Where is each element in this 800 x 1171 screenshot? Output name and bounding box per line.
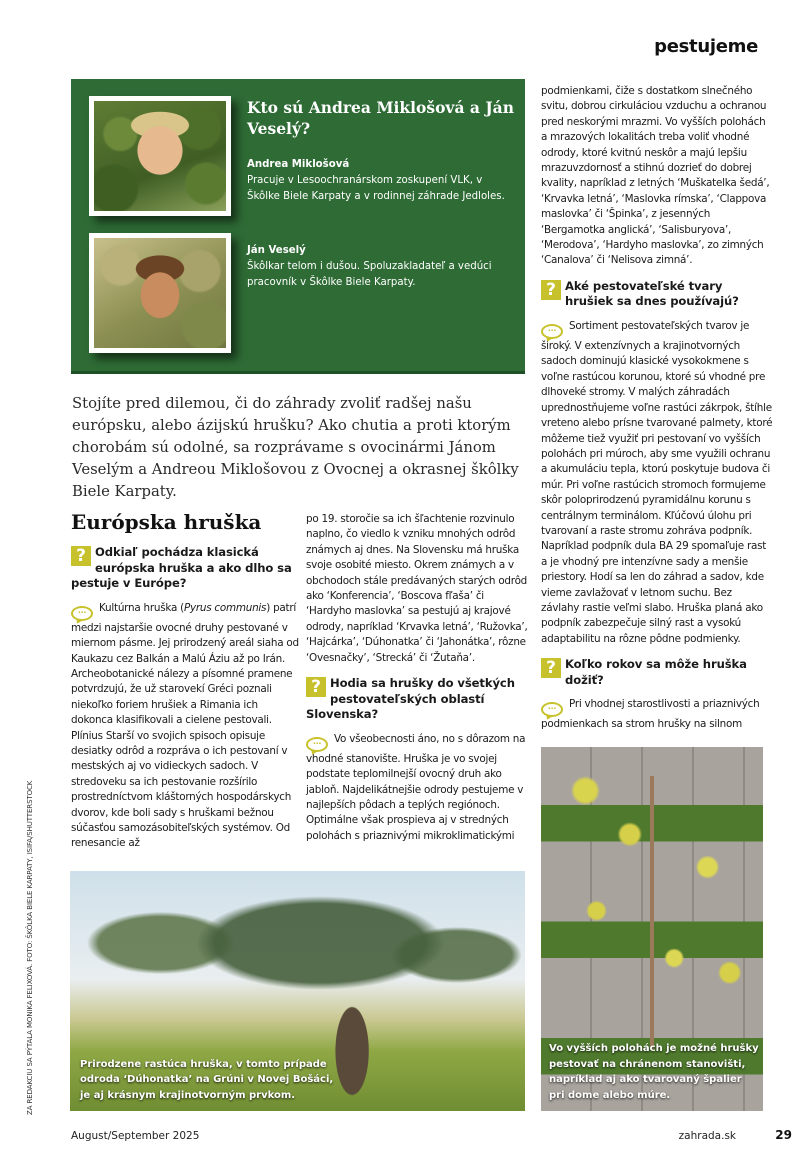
footer-issue: August/September 2025 bbox=[71, 1130, 200, 1142]
speech-bubble-icon: ··· bbox=[306, 737, 328, 752]
question-1: ? Odkiaľ pochádza klasická európska hruška a ako dlho sa pestuje v Európe? bbox=[71, 545, 292, 591]
answer-4: ··· Pri vhodnej starostlivosti a priaznivých podmienkach sa strom hrušky na silnom bbox=[541, 698, 760, 731]
article-title: Európska hruška bbox=[71, 510, 262, 534]
answer-1-continued: po 19. storočie sa ich šľachtenie rozvinulo naplno, čo viedlo k vzniku mnohých odrôd známych aj dnes. Na Slovensku má hruška svoje osobité miesto. Okrem známych a v obchodoch stále predávaných starých odrôd ako ‘Konferencia’, ‘Boscova fľaša’ či ‘Hardyho maslovka’ sa pestujú aj krajové odrody, napríklad ‘Krvavka letná’, ‘Ružovka’, ‘Hajcárka’, ‘Dúhonatka’ či ‘Jahonátka’, rôzne ‘Ovesnačky’, ‘Strecká’ či ‘Žutaňa’. bbox=[306, 513, 528, 664]
bio-name: Ján Veselý bbox=[247, 245, 306, 256]
answer-2: ··· Vo všeobecnosti áno, no s dôrazom na vhodné stanovište. Hruška je vo svojej podstate teplomilnejší ovocný druh ako jabloň. Najdelikátnejšie odrody pestujeme v najlepších pôdach a teplých regiónoch. Optimálne však prospieva aj v stredných polohách s priaznivými mikroklimatickými bbox=[306, 732, 526, 842]
question-2: ? Hodia sa hrušky do všetkých pestovateľských oblastí Slovenska? bbox=[306, 676, 515, 722]
question-4: ? Koľko rokov sa môže hruška dožiť? bbox=[541, 657, 773, 688]
lead-paragraph: Stojíte pred dilemou, či do záhrady zvoliť radšej našu európsku, alebo ázijskú hrušku? Ako chutia a proti ktorým chorobám sú odolné, sa rozprávame s ovocinármi Jánom Veselým a Andreou Miklošovou z Ovocnej a okrasnej škôlky Biele Karpaty. bbox=[72, 395, 519, 500]
question-mark-icon: ? bbox=[541, 280, 561, 300]
bio-text: Pracuje v Lesoochranárskom zoskupení VLK, v Škôlke Biele Karpaty a v rodinnej záhrade Jedloles. bbox=[247, 175, 505, 202]
question-mark-icon: ? bbox=[71, 546, 91, 566]
photo-caption: Vo vyšších polohách je možné hrušky pestovať na chránenom stanovišti, napríklad aj ako tvarovaný špalier pri dome alebo múre. bbox=[549, 1043, 759, 1101]
speech-bubble-icon: ··· bbox=[71, 606, 93, 621]
text-column-3 bbox=[541, 84, 773, 733]
bio-text: Škôlkar telom i dušou. Spoluzakladateľ a vedúci pracovník v Škôlke Biele Karpaty. bbox=[247, 261, 492, 288]
footer-site: zahrada.sk bbox=[678, 1130, 736, 1142]
pear-tree-photo bbox=[70, 871, 525, 1111]
text-column-2 bbox=[306, 512, 530, 844]
profile-box bbox=[71, 79, 525, 374]
bio-name: Andrea Miklošová bbox=[247, 159, 350, 170]
speech-bubble-icon: ··· bbox=[541, 324, 563, 339]
portrait-jan-photo bbox=[89, 233, 231, 353]
text-column-1 bbox=[71, 545, 301, 852]
question-mark-icon: ? bbox=[541, 658, 561, 678]
answer-2-continued: podmienkami, čiže s dostatkom slnečného svitu, dobrou cirkuláciou vzduchu a ochranou pred neskorými mrazmi. Vo vyšších polohách a mrazových lokalitách treba voliť vhodné odrody, ktoré kvitnú neskôr a majú lepšiu mrazuvzdornosť a stihnú dozrieť do dobrej kvality, napríklad z letných ‘Muškatelka šedá’, ‘Krvavka letná’, ‘Maslovka rímska’, ‘Clappova maslovka’ či ‘Špinka’, z jesenných ‘Bergamotka anglická’, ‘Salisburyova’, ‘Merodova’, ‘Hardyho maslovka’, zo zimných ‘Canalova’ či ‘Nelisova zimná’. bbox=[541, 85, 770, 267]
section-label: pestujeme bbox=[654, 36, 758, 57]
answer-3: ··· Sortiment pestovateľských tvarov je široký. V extenzívnych a krajinotvorných sadoch dominujú klasické vysokokmene s voľne rastúcou korunou, ktoré sú vhodné pre dlhoveké stromy. V malých záhradách uprednostňujeme voľne rastúci zákrpok, štíhle vreteno alebo prísne tvarované palmety, ktoré môžeme tiež využiť pri pestovaní vo vyšších polohách pri múroch, aby sme využili ochranu a akumuláciu tepla, ktorú poskytuje budova či múr. Pri voľne rastúcich stromoch formujeme skôr poloprirodzenú pyramidálnu korunu s centrálnym terminálom. Kľúčovú úlohu pri tvarovaní a raste stromu zohráva podpník. Napríklad podpník dula BA 29 spomaľuje rast a je vhodný pre intenzívne sady a menšie priestory. Hodí sa len do záhrad a sadov, kde vieme zavlažovať v letnom suchu. Bez závlahy rastie veľmi slabo. Hruška planá ako podpník zabezpečuje silný rast a vysokú adaptabilitu na rôzne pôdne podmienky. bbox=[541, 320, 773, 645]
question-3: ? Aké pestovateľské tvary hrušiek sa dnes používajú? bbox=[541, 279, 773, 310]
profile-box-title: Kto sú Andrea Miklošová a Ján Veselý? bbox=[247, 98, 514, 138]
photo-credit: ZA REDAKCIU SA PÝTALA MONIKA FELIXOVÁ. FOTO: ŠKÔLKA BIELE KARPATY, ISIFA/SHUTTERSTOCK bbox=[26, 780, 34, 1115]
bio-andrea bbox=[247, 157, 517, 205]
bio-jan bbox=[247, 243, 517, 291]
answer-1: ··· Kultúrna hruška (Pyrus communis) patrí medzi najstaršie ovocné druhy pestované v miernom pásme. Jej prirodzený areál siaha od Kaukazu cez Balkán a Malú Áziu až po Irán. Archeobotanické nálezy a písomné pramene potvrdzujú, že už starovekí Gréci poznali niekoľko foriem hrušiek a Rimania ich dokonca klasifikovali a cielene pestovali. Plínius Starší vo svojich spisoch opisuje desiatky odrôd a rozpráva o ich pestovaní v mestských aj vo vidieckych sadoch. V stredoveku sa ich pestovanie rozšírilo prostredníctvom kláštorných hospodárskych dvorov, kde boli sady s hruškami bežnou súčasťou samozásobiteľských systémov. Od renesancie až bbox=[71, 601, 299, 850]
portrait-andrea-photo bbox=[89, 96, 231, 216]
speech-bubble-icon: ··· bbox=[541, 702, 563, 717]
photo-caption: Prirodzene rastúca hruška, v tomto prípade odroda ‘Dúhonatka’ na Grúni v Novej Bošáci, je aj krásnym krajinotvorným prvkom. bbox=[80, 1058, 334, 1101]
espalier-pear-photo bbox=[541, 747, 763, 1111]
question-mark-icon: ? bbox=[306, 677, 326, 697]
page-number: 29 bbox=[775, 1128, 792, 1142]
